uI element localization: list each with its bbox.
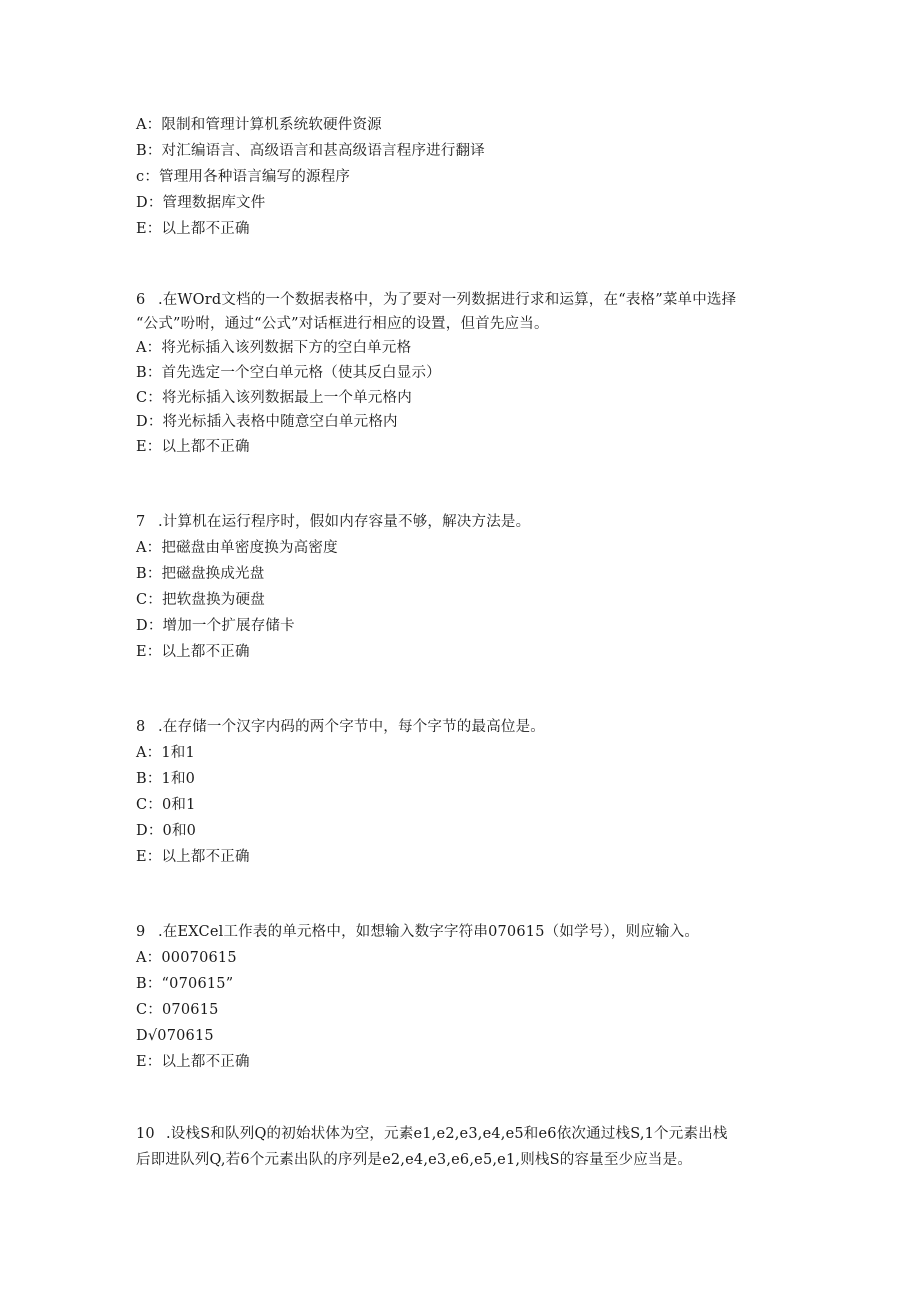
q8-stem-text: .在存储一个汉字内码的两个字节中，每个字节的最高位是。 [158, 719, 546, 735]
q6-stem-text: .在WOrd文档的一个数据表格中，为了要对一列数据进行求和运算，在“表格”菜单中选择 [158, 292, 737, 308]
q8-option-d: D：0和0 [136, 823, 197, 839]
q9-option-d: D√070615 [136, 1028, 214, 1044]
q7-option-a: A：把磁盘由单密度换为高密度 [136, 540, 338, 556]
q6-option-c: C：将光标插入该列数据最上一个单元格内 [136, 390, 412, 406]
q6-option-d: D：将光标插入表格中随意空白单元格内 [136, 414, 398, 430]
q9-option-e: E：以上都不正确 [136, 1054, 250, 1070]
q7-option-e: E：以上都不正确 [136, 644, 250, 660]
q7-option-d: D：增加一个扩展存储卡 [136, 618, 295, 634]
q10-stem-line1 [136, 1124, 728, 1144]
q6-option-a: A：将光标插入该列数据下方的空白单元格 [136, 340, 412, 356]
q8-option-b: B：1和0 [136, 771, 196, 787]
q9-stem-line1 [136, 922, 699, 942]
q5-option-b: B：对汇编语言、高级语言和甚高级语言程序进行翻译 [136, 143, 485, 159]
q5-option-d: D：管理数据库文件 [136, 195, 266, 211]
q5-option-e: E：以上都不正确 [136, 221, 250, 237]
q6-option-e: E：以上都不正确 [136, 439, 250, 455]
q9-option-c: C：070615 [136, 1002, 219, 1018]
q6-stem-line2: “公式”吩咐，通过“公式”对话框进行相应的设置，但首先应当。 [136, 316, 549, 332]
q5-option-a: A：限制和管理计算机系统软硬件资源 [136, 117, 382, 133]
q9-option-a: A：00070615 [136, 950, 237, 966]
q7-stem-text: .计算机在运行程序时，假如内存容量不够，解决方法是。 [158, 514, 531, 530]
q10-stem-line2: 后即进队列Q,若6个元素出队的序列是e2,e4,e3,e6,e5,e1,则栈S的容量至少应当是。 [136, 1152, 693, 1168]
q5-option-c: c：管理用各种语言编写的源程序 [136, 169, 351, 185]
q7-stem-line1 [136, 512, 530, 532]
q9-number: 9 [136, 924, 146, 940]
q9-option-b: B：“070615” [136, 976, 234, 992]
q8-option-a: A：1和1 [136, 745, 195, 761]
q8-option-e: E：以上都不正确 [136, 849, 250, 865]
q6-number: 6 [136, 292, 146, 308]
q7-option-b: B：把磁盘换成光盘 [136, 566, 265, 582]
q10-number: 10 [136, 1126, 155, 1142]
q9-stem-text: .在EXCel工作表的单元格中，如想输入数字字符串070615（如学号），则应输入。 [158, 924, 700, 940]
q6-option-b: B：首先选定一个空白单元格（使其反白显示） [136, 365, 441, 381]
q8-option-c: C：0和1 [136, 797, 196, 813]
q7-number: 7 [136, 514, 146, 530]
q7-option-c: C：把软盘换为硬盘 [136, 592, 265, 608]
q10-stem-text: .设栈S和队列Q的初始状体为空，元素e1,e2,e3,e4,e5和e6依次通过栈S,1个元素出栈 [166, 1126, 728, 1142]
q8-number: 8 [136, 719, 146, 735]
q6-stem-line1 [136, 290, 736, 310]
q8-stem-line1 [136, 717, 545, 737]
